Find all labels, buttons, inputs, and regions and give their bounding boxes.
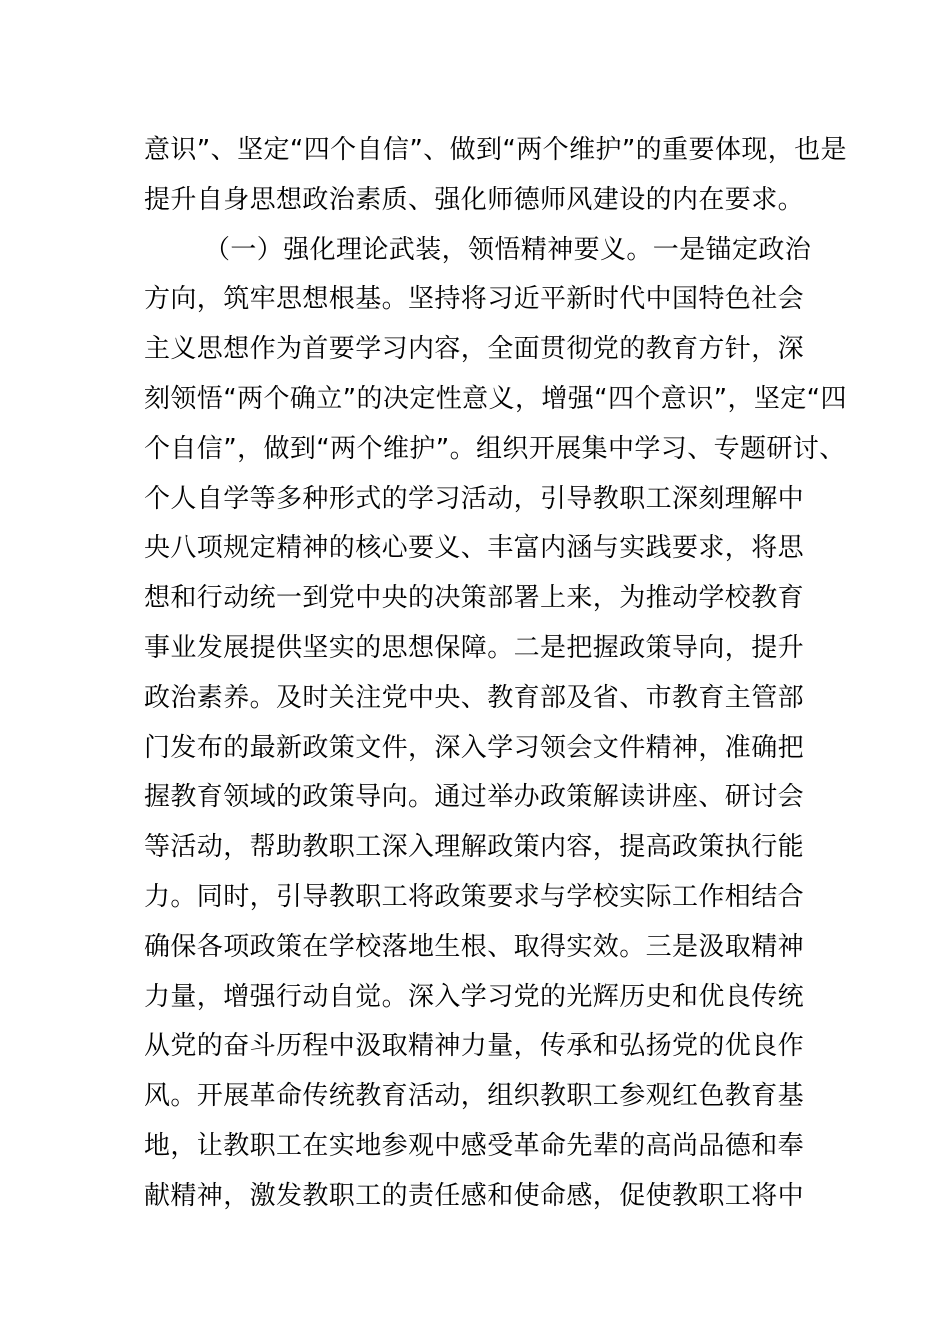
text-line: 个人自学等多种形式的学习活动，引导教职工深刻理解中 bbox=[144, 483, 805, 514]
text-line: 事业发展提供坚实的思想保障。二是把握政策导向，提升 bbox=[144, 632, 805, 663]
paragraph-heading-line: （一）强化理论武装，领悟精神要义。一是锚定政治 bbox=[204, 234, 812, 265]
text-line: 从党的奋斗历程中汲取精神力量，传承和弘扬党的优良作 bbox=[144, 1031, 805, 1062]
text-line: 意识”、坚定“四个自信”、做到“两个维护”的重要体现，也是 bbox=[144, 135, 847, 165]
text-line: 确保各项政策在学校落地生根、取得实效。三是汲取精神 bbox=[144, 931, 805, 962]
text-line: 想和行动统一到党中央的决策部署上来，为推动学校教育 bbox=[144, 583, 805, 614]
text-line: 等活动，帮助教职工深入理解政策内容，提高政策执行能 bbox=[144, 832, 805, 863]
text-line: 个自信”，做到“两个维护”。组织开展集中学习、专题研讨、 bbox=[144, 433, 846, 464]
text-line: 政治素养。及时关注党中央、教育部及省、市教育主管部 bbox=[144, 682, 805, 713]
text-line: 门发布的最新政策文件，深入学习领会文件精神，准确把 bbox=[144, 732, 805, 763]
text-line: 风。开展革命传统教育活动，组织教职工参观红色教育基 bbox=[144, 1081, 805, 1112]
text-line: 提升自身思想政治素质、强化师德师风建设的内在要求。 bbox=[144, 184, 805, 215]
text-line: 力量，增强行动自觉。深入学习党的光辉历史和优良传统 bbox=[144, 981, 805, 1012]
text-line: 献精神，激发教职工的责任感和使命感，促使教职工将中 bbox=[144, 1180, 805, 1211]
text-line: 央八项规定精神的核心要义、丰富内涵与实践要求，将思 bbox=[144, 533, 805, 564]
text-line: 主义思想作为首要学习内容，全面贯彻党的教育方针，深 bbox=[144, 334, 805, 365]
text-line: 方向，筑牢思想根基。坚持将习近平新时代中国特色社会 bbox=[144, 284, 805, 315]
text-line: 力。同时，引导教职工将政策要求与学校实际工作相结合 bbox=[144, 881, 805, 912]
text-line: 地，让教职工在实地参观中感受革命先辈的高尚品德和奉 bbox=[144, 1130, 805, 1161]
body-text bbox=[144, 126, 847, 1222]
text-line: 握教育领域的政策导向。通过举办政策解读讲座、研讨会 bbox=[144, 782, 805, 813]
text-line: 刻领悟“两个确立”的决定性意义，增强“四个意识”，坚定“四 bbox=[144, 383, 847, 414]
